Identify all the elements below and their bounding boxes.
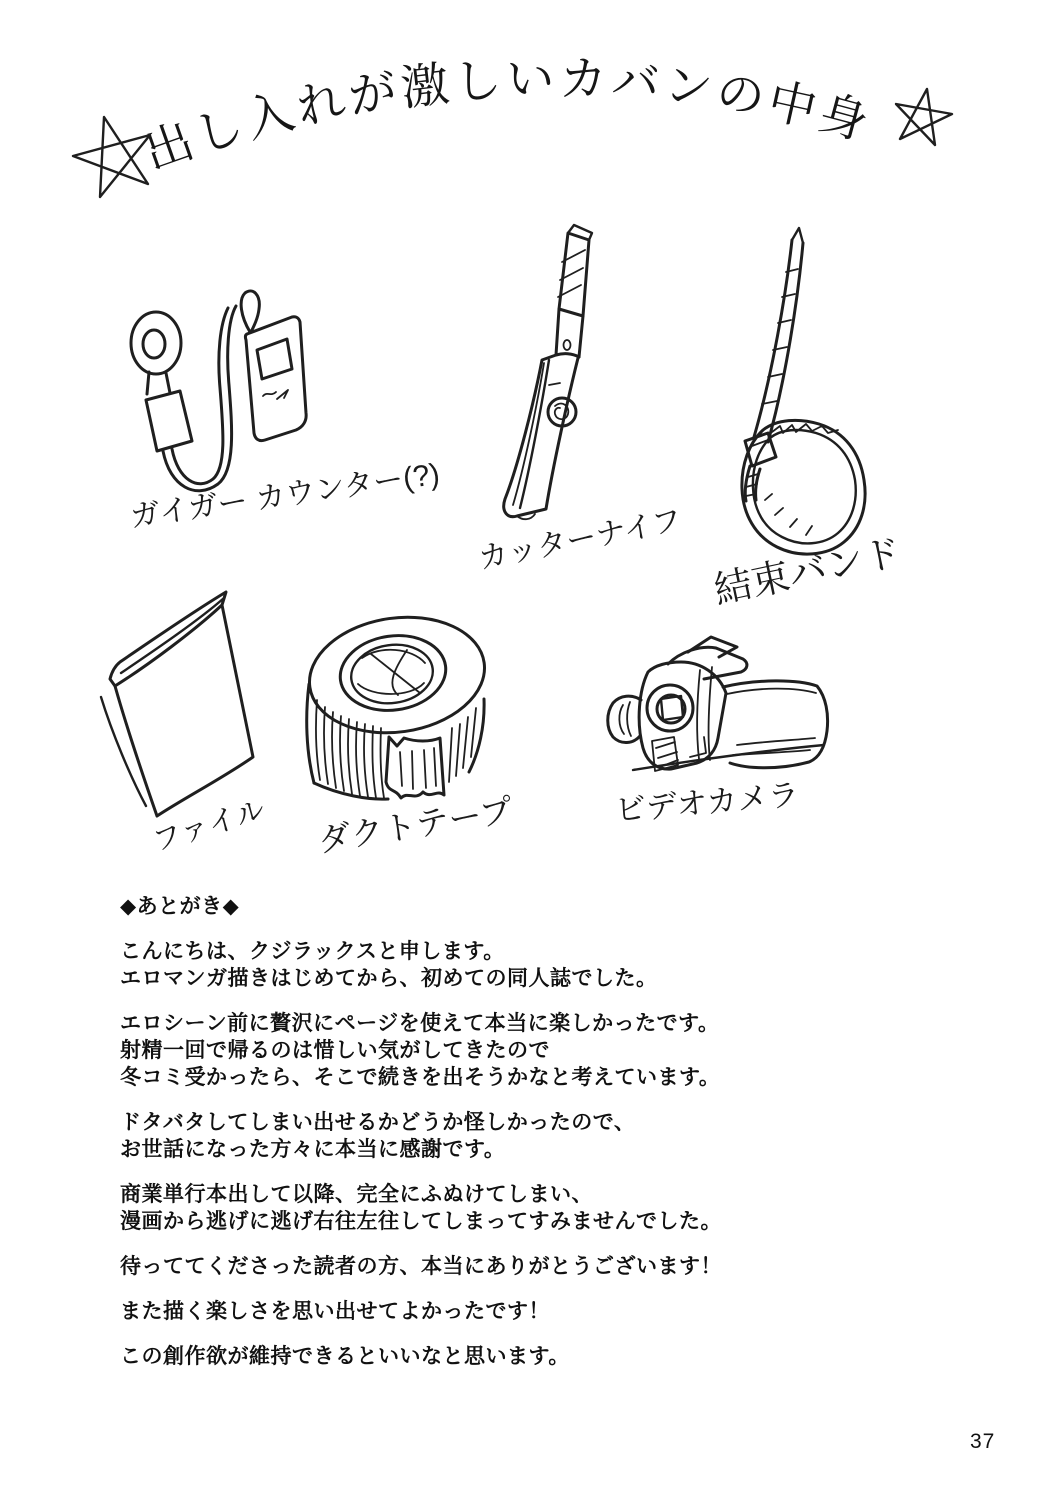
page-title-handwritten: 出し入れが激しいカバンの中身 <box>137 52 878 181</box>
geiger-cable <box>163 306 236 491</box>
sketch-cable-tie <box>742 228 865 554</box>
label-geiger-counter: ガイガー カウンター(?) <box>128 457 442 534</box>
afterword-line: エロシーン前に贅沢にページを使えて本当に楽しかったです。 <box>120 1012 720 1035</box>
afterword-line: 射精一回で帰るのは惜しい気がしてきたので <box>120 1039 550 1062</box>
label-file: ファイル <box>149 793 269 859</box>
afterword-paragraph <box>120 1010 960 1091</box>
afterword-section <box>120 893 960 1370</box>
cabletie-strap <box>754 240 792 437</box>
afterword-line: 漫画から逃げに逃げ右往左往してしまってすみませんでした。 <box>120 1210 722 1233</box>
afterword-paragraph <box>120 1109 960 1163</box>
afterword-paragraph <box>120 1253 960 1280</box>
geiger-probe-ring <box>131 312 181 374</box>
star-icon-left <box>73 117 150 197</box>
sketch-file <box>101 592 253 816</box>
afterword-line: 商業単行本出して以降、完全にふぬけてしまい、 <box>120 1183 593 1206</box>
afterword-paragraphs <box>120 938 960 1370</box>
sketch-video-camera <box>608 637 828 771</box>
afterword-paragraph <box>120 938 960 992</box>
sketch-cutter-knife <box>504 225 592 519</box>
label-cable-tie: 結束バンド <box>710 531 906 613</box>
afterword-heading: ◆あとがき◆ <box>120 895 240 918</box>
afterword-line: エロマンガ描きはじめてから、初めての同人誌でした。 <box>120 967 658 990</box>
label-duct-tape: ダクトテープ <box>315 791 516 859</box>
afterword-paragraph <box>120 1343 960 1370</box>
cutter-blade <box>559 233 589 316</box>
afterword-paragraph <box>120 1181 960 1235</box>
afterword-line: また描く楽しさを思い出せてよかったです！ <box>120 1300 550 1323</box>
sketch-geiger-counter <box>131 291 306 491</box>
afterword-line: 冬コミ受かったら、そこで続きを出そうかなと考えています。 <box>120 1066 721 1089</box>
star-icon-right <box>896 89 952 145</box>
afterword-line: ドタバタしてしまい出せるかどうか怪しかったので、 <box>120 1111 636 1134</box>
geiger-unit <box>245 317 306 441</box>
afterword-line: 待っててくださった読者の方、本当にありがとうございます！ <box>120 1255 722 1278</box>
afterword-line: お世話になった方々に本当に感謝です。 <box>120 1138 506 1161</box>
afterword-paragraph <box>120 1298 960 1325</box>
afterword-line: この創作欲が維持できるといいなと思います。 <box>120 1345 570 1368</box>
camera-hood <box>608 696 641 742</box>
geiger-strap <box>241 291 259 332</box>
label-cutter-knife: カッターナイフ <box>475 503 685 576</box>
geiger-handle <box>146 391 192 451</box>
page-number: 37 <box>970 1430 996 1453</box>
geiger-screen <box>257 339 292 379</box>
afterword-line: こんにちは、クジラックスと申します。 <box>120 940 505 963</box>
label-video-camera: ビデオカメラ <box>613 776 801 828</box>
sketch-duct-tape <box>302 606 492 799</box>
